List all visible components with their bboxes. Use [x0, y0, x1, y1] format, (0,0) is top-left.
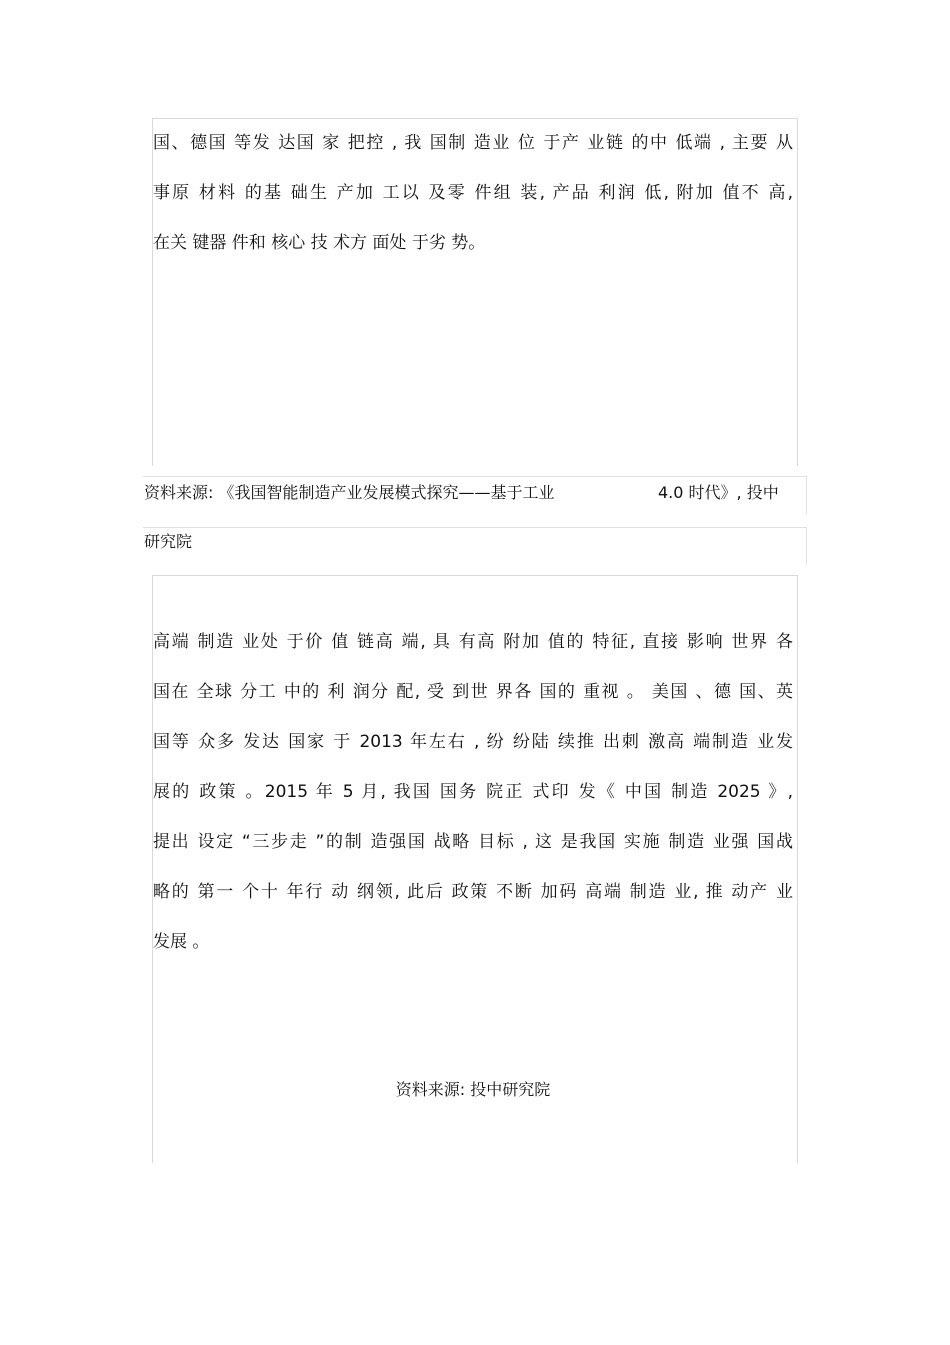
text-frame-lower: [152, 575, 798, 1163]
paragraph-line: 事原 材料 的基 础生 产加 工以 及零 件组 装, 产品 利润 低, 附加 值不 高,: [153, 183, 793, 203]
paragraph-line: 国在 全球 分工 中的 利 润分 配, 受 到世 界各 国的 重视 。 美国 、德 国、英: [153, 682, 793, 702]
paragraph-line: 国等 众多 发达 国家 于 2013 年左右 , 纷 纷陆 续推 出刺 激高 端制造 业发: [153, 732, 793, 752]
paragraph-line: 略的 第一 个十 年行 动 纲领, 此后 政策 不断 加码 高端 制造 业, 推 动产 业: [153, 882, 793, 902]
paragraph-line: 发展 。: [153, 932, 210, 952]
paragraph-line: 在关 键器 件和 核心 技 术方 面处 于劣 势。: [153, 233, 486, 253]
paragraph-line: 展的 政策 。2015 年 5 月, 我国 国务 院正 式印 发《 中国 制造 2025 》,: [153, 782, 793, 802]
source-citation-text-right: 4.0 时代》, 投中: [658, 483, 779, 502]
paragraph-line: 国、德国 等发 达国 家 把控 , 我 国制 造业 位 于产 业链 的中 低端 , 主要 从: [153, 133, 793, 153]
source-citation-text: 资料来源: 《我国智能制造产业发展模式探究——基于工业: [144, 483, 555, 502]
paragraph-line: 高端 制造 业处 于价 值 链高 端, 具 有高 附加 值的 特征, 直接 影响 世界 各: [153, 632, 793, 652]
source-citation-centered: 资料来源: 投中研究院: [395, 1080, 551, 1099]
source-citation-continuation: 研究院: [144, 532, 193, 551]
text-frame-upper: [152, 118, 798, 466]
source-citation-box-cont: [143, 527, 807, 565]
paragraph-line: 提出 设定 “三步走 ”的制 造强国 战略 目标 , 这 是我国 实施 制造 业强 国战: [153, 832, 793, 852]
